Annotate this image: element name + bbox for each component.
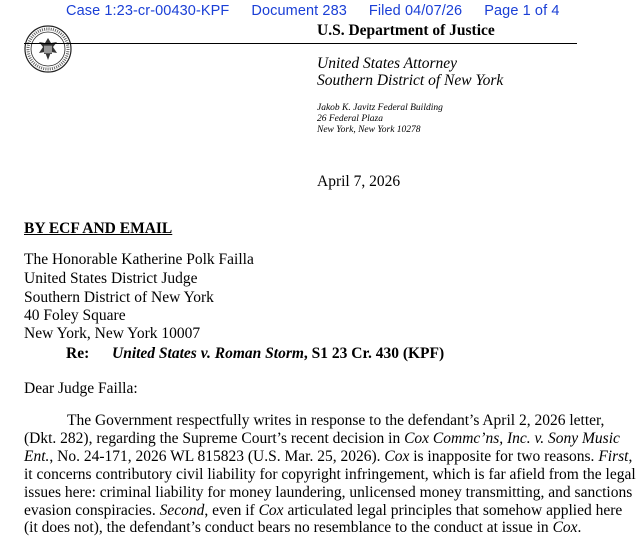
letter-date: April 7, 2026: [317, 173, 401, 190]
office-title: United States Attorney: [317, 55, 458, 72]
body-line: issues here: criminal liability for money laundering, unlicensed money transmitting, and sanctions: [24, 484, 633, 501]
case-citation: Cox Commc’ns, Inc. v. Sony Music: [404, 430, 620, 447]
filed-date: Filed 04/07/26: [368, 3, 463, 19]
recipient-line: Southern District of New York: [24, 289, 214, 306]
letterhead-divider: [24, 43, 577, 44]
text-run: (it does not), the defendant’s conduct bears no resemblance to the conduct at issue in: [24, 519, 553, 536]
address-line: 26 Federal Plaza: [317, 114, 383, 124]
re-subject: [112, 345, 444, 363]
text-run: articulated legal principles that somehow applied here: [283, 502, 623, 519]
recipient-line: United States District Judge: [24, 270, 198, 287]
salutation: Dear Judge Failla:: [24, 380, 138, 397]
recipient-line: The Honorable Katherine Polk Failla: [24, 251, 254, 268]
court-filing-header: [66, 3, 560, 19]
body-line: [24, 430, 620, 448]
emphasis: First: [598, 448, 629, 465]
re-label: Re:: [66, 345, 90, 362]
case-caption: United States v. Roman Storm: [112, 345, 304, 362]
case-number: Case 1:23-cr-00430-KPF: [66, 3, 230, 19]
emphasis: Second: [159, 502, 205, 519]
case-citation: Cox: [552, 519, 578, 536]
case-docket: , S1 23 Cr. 430 (KPF): [303, 345, 445, 362]
body-line: [24, 502, 623, 520]
case-citation: Ent.: [24, 448, 50, 465]
text-run: ,: [628, 448, 633, 465]
recipient-line: 40 Foley Square: [24, 307, 126, 324]
page-indicator: Page 1 of 4: [484, 3, 560, 19]
body-line: it concerns contributory civil liability for copyright infringement, which is far afield from the legal: [24, 466, 636, 483]
delivery-method: BY ECF AND EMAIL: [24, 220, 173, 237]
text-run: (Dkt. 282), regarding the Supreme Court’s recent decision in: [24, 430, 405, 447]
text-run: evasion conspiracies.: [24, 502, 160, 519]
body-line: The Government respectfully writes in response to the defendant’s April 2, 2026 letter,: [67, 412, 605, 429]
department-name: U.S. Department of Justice: [317, 22, 495, 39]
doj-seal-icon: [24, 25, 72, 73]
office-district: Southern District of New York: [317, 72, 504, 89]
body-line: [24, 448, 633, 466]
body-line: [24, 519, 582, 537]
address-line: Jakob K. Javitz Federal Building: [317, 103, 443, 113]
case-citation: Cox: [384, 448, 410, 465]
text-run: , even if: [204, 502, 259, 519]
text-run: is inapposite for two reasons.: [409, 448, 599, 465]
text-run: .: [577, 519, 582, 536]
document-number: Document 283: [251, 3, 347, 19]
recipient-line: New York, New York 10007: [24, 325, 201, 342]
case-citation: Cox: [258, 502, 284, 519]
address-line: New York, New York 10278: [317, 125, 421, 135]
text-run: , No. 24-171, 2026 WL 815823 (U.S. Mar. 25, 2026).: [49, 448, 385, 465]
